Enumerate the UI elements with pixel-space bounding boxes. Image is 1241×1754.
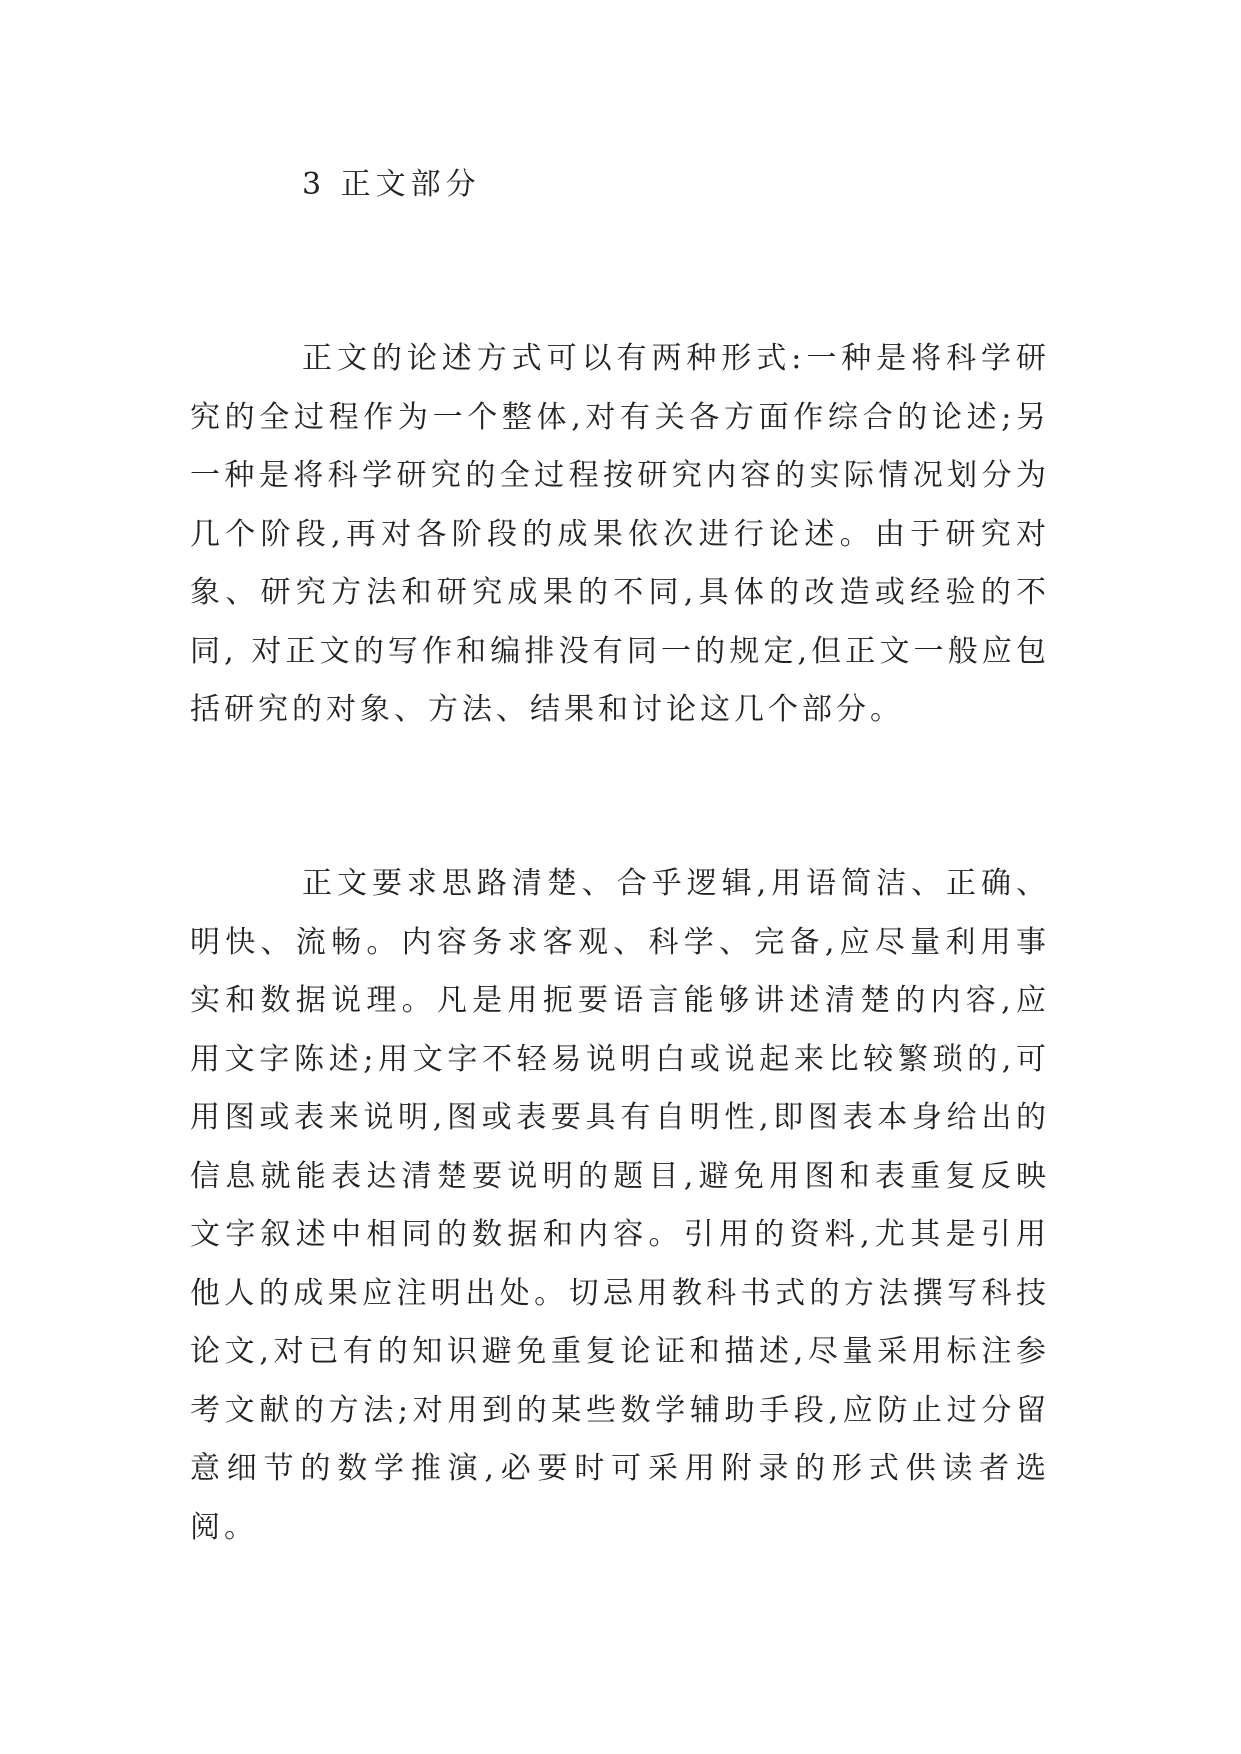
body-paragraph-1: 正文的论述方式可以有两种形式:一种是将科学研究的全过程作为一个整体,对有关各方面作综合的论述;另一种是将科学研究的全过程按研究内容的实际情况划分为几个阶段,再对各阶段的成果依次进行论述。由于研究对象、研究方法和研究成果的不同,具体的改造或经验的不同, 对正文的写作和编排没有同一的规定,但正文一般应包括研究的对象、方法、结果和讨论这几个部分。 [190, 341, 1050, 727]
body-paragraph-2: 正文要求思路清楚、合乎逻辑,用语简洁、正确、明快、流畅。内容务求客观、科学、完备,应尽量利用事实和数据说理。凡是用扼要语言能够讲述清楚的内容,应用文字陈述;用文字不轻易说明白或说起来比较繁琐的,可用图或表来说明,图或表要具有自明性,即图表本身给出的信息就能表达清楚要说明的题目,避免用图和表重复反映文字叙述中相同的数据和内容。引用的资料,尤其是引用他人的成果应注明出处。切忌用教科书式的方法撰写科技论文,对已有的知识避免重复论证和描述,尽量采用标注参考文献的方法;对用到的某些数学辅助手段,应防止过分留意细节的数学推演,必要时可采用附录的形式供读者选阅。 [190, 866, 1050, 1545]
section-heading: 3 正文部分 [302, 167, 481, 202]
